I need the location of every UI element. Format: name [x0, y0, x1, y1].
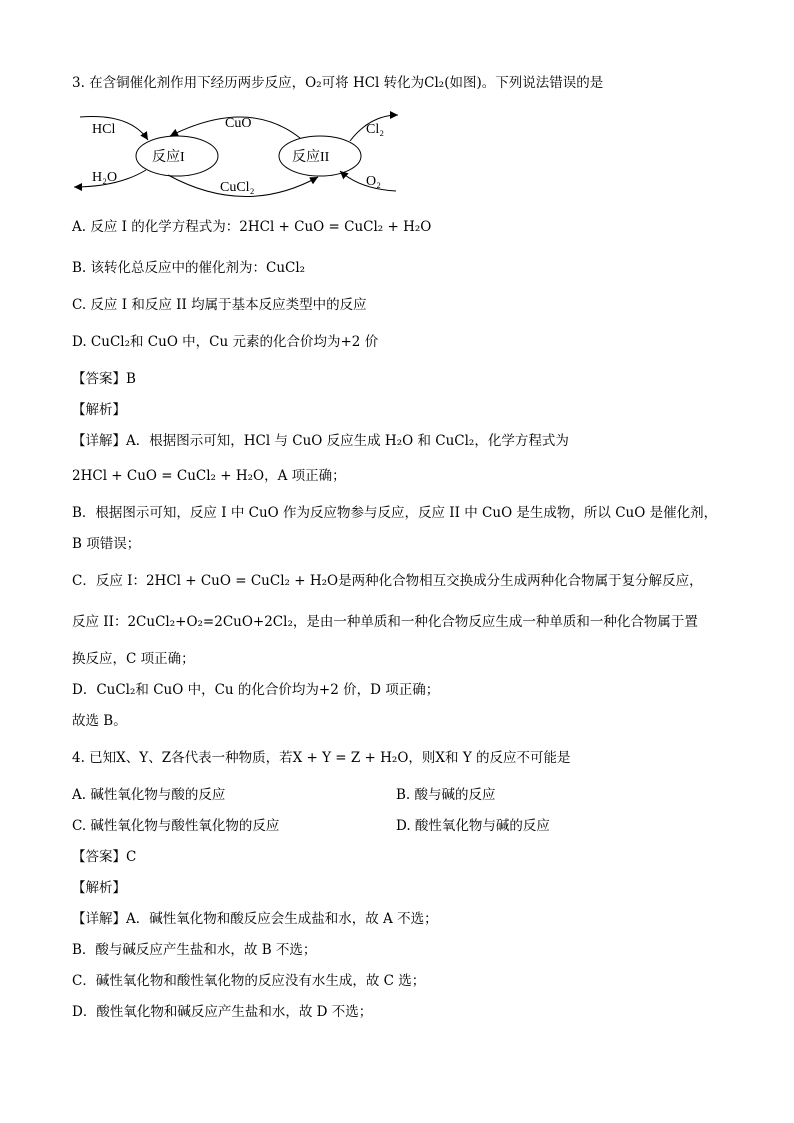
cuo-label: CuO	[225, 116, 252, 131]
q4-option-d: D. 酸性氧化物与碱的反应	[396, 818, 550, 834]
h2o-label: H₂O	[92, 170, 118, 185]
reaction2-label: 反应II	[292, 150, 330, 165]
q3-option-d: D. CuCl₂和 CuO 中，Cu 元素的化合价均为+2 价	[72, 334, 379, 350]
q4-analysis-title: 【解析】	[72, 880, 126, 896]
q3-detail-4: B 项错误；	[72, 536, 141, 552]
q4-option-c: C. 碱性氧化物与酸性氧化物的反应	[72, 818, 280, 834]
cucl2-label: CuCl₂	[220, 180, 255, 195]
q3-option-b: B. 该转化总反应中的催化剂为：CuCl₂	[72, 260, 306, 276]
q3-analysis-title: 【解析】	[72, 402, 126, 418]
hcl-label: HCl	[92, 122, 116, 137]
q3-detail-7: 换反应，C 项正确；	[72, 651, 195, 667]
q3-stem: 3. 在含铜催化剂作用下经历两步反应，O₂可将 HCl 转化为Cl₂(如图)。下列说法错误的是	[72, 75, 604, 91]
o2-label: O₂	[366, 174, 381, 189]
q4-option-a: A. 碱性氧化物与酸的反应	[72, 787, 226, 803]
q4-detail-1: 【详解】A．碱性氧化物和酸反应会生成盐和水，故 A 不选；	[72, 911, 438, 927]
q4-detail-2: B．酸与碱反应产生盐和水，故 B 不选；	[72, 942, 317, 958]
catalytic-cycle-diagram	[0, 105, 794, 205]
q3-detail-1: 【详解】A．根据图示可知，HCl 与 CuO 反应生成 H₂O 和 CuCl₂，化学方程式为	[72, 433, 569, 449]
q3-detail-9: 故选 B。	[72, 713, 127, 729]
q3-answer: 【答案】B	[72, 371, 136, 387]
q3-detail-5: C．反应 I：2HCl + CuO = CuCl₂ + H₂O是两种化合物相互交换成分生成两种化合物属于复分解反应，	[72, 573, 703, 589]
q3-option-a: A. 反应 I 的化学方程式为：2HCl + CuO = CuCl₂ + H₂O	[72, 219, 432, 235]
cl2-label: Cl₂	[366, 122, 385, 137]
q3-detail-8: D．CuCl₂和 CuO 中，Cu 的化合价均为+2 价，D 项正确；	[72, 682, 440, 698]
q4-detail-4: D．酸性氧化物和碱反应产生盐和水，故 D 不选；	[72, 1004, 373, 1020]
q4-detail-3: C．碱性氧化物和酸性氧化物的反应没有水生成，故 C 选；	[72, 973, 426, 989]
q3-detail-3: B．根据图示可知，反应 I 中 CuO 作为反应物参与反应，反应 II 中 CuO 是生成物，所以 CuO 是催化剂，	[72, 505, 718, 521]
q4-stem: 4. 已知X、Y、Z各代表一种物质，若X + Y = Z + H₂O，则X和 Y 的反应不可能是	[72, 750, 571, 766]
q4-answer: 【答案】C	[72, 849, 137, 865]
q3-option-c: C. 反应 I 和反应 II 均属于基本反应类型中的反应	[72, 297, 367, 313]
q4-option-b: B. 酸与碱的反应	[396, 787, 496, 803]
q3-detail-2: 2HCl + CuO = CuCl₂ + H₂O，A 项正确；	[72, 468, 346, 484]
reaction1-label: 反应I	[152, 150, 185, 165]
q3-detail-6: 反应 II：2CuCl₂+O₂=2CuO+2Cl₂，是由一种单质和一种化合物反应生成一种单质和一种化合物属于置	[72, 614, 698, 630]
